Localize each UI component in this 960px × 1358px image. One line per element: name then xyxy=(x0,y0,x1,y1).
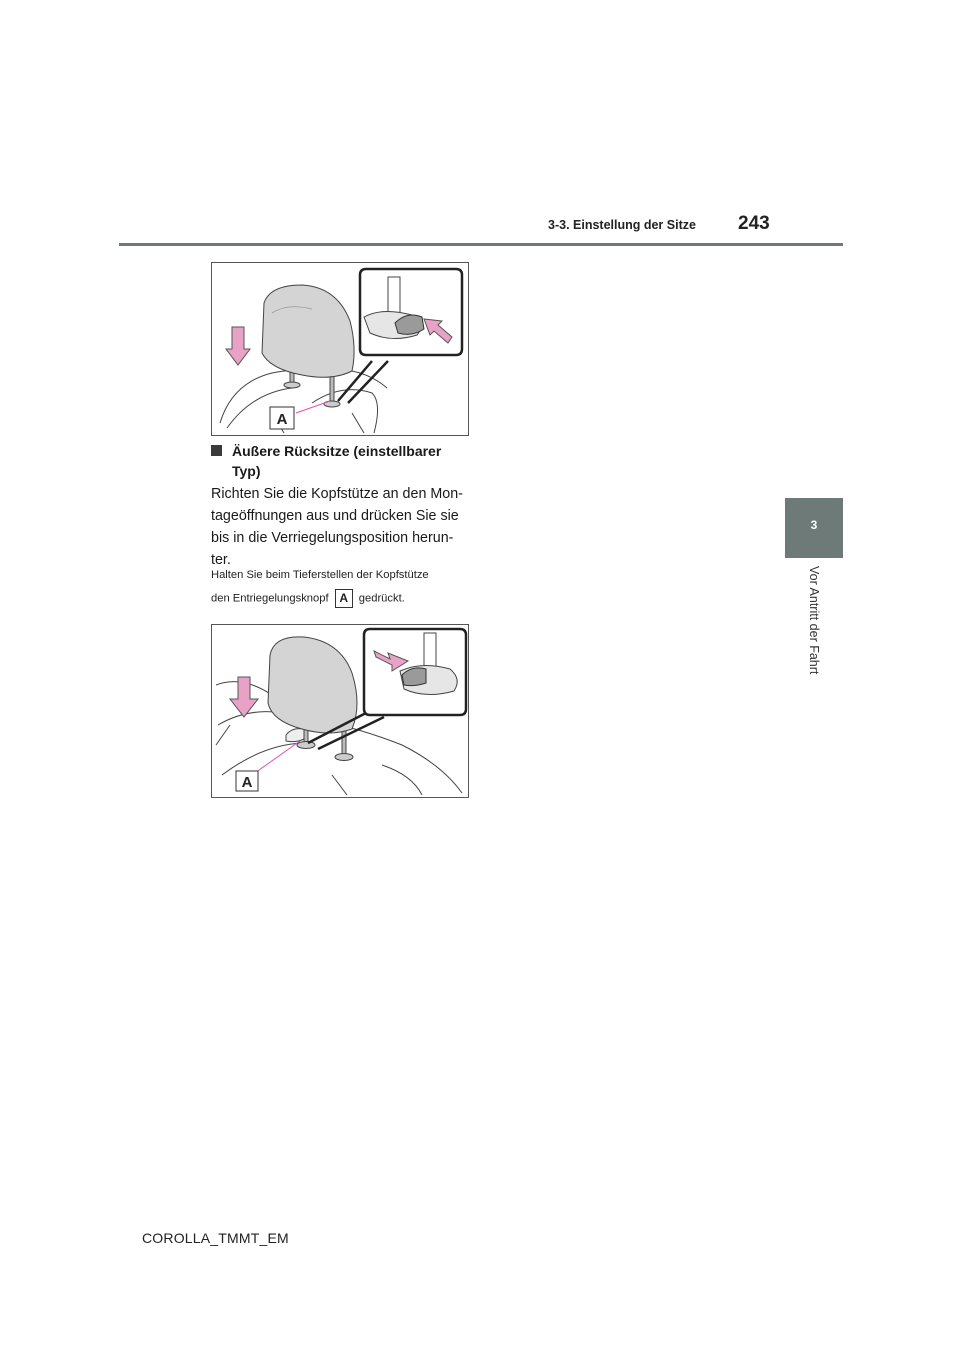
header-rule xyxy=(119,243,843,246)
headrest-rear-figure xyxy=(211,624,469,798)
note-line-1: Halten Sie beim Tieferstellen der Kopfstütze xyxy=(211,569,429,581)
chapter-side-label xyxy=(804,566,824,746)
section-heading-text: Äußere Rücksitze (einstellbarer Typ) xyxy=(232,443,442,479)
heading-bullet xyxy=(211,445,222,456)
chapter-side-tab xyxy=(785,498,843,558)
footer-document-code: COROLLA_TMMT_EM xyxy=(142,1230,289,1246)
figure-label-a: A xyxy=(241,774,253,791)
headrest-front-figure xyxy=(211,262,469,436)
section-heading xyxy=(211,441,471,481)
page-number: 243 xyxy=(738,213,770,234)
note-inline-label: A xyxy=(335,589,353,608)
section-body: Richten Sie die Kopfstütze an den Mon-tageöffnungen aus und drücken Sie sie bis in die Verriegelungsposition herun-ter. xyxy=(211,486,463,568)
chapter-title: Vor Antritt der Fahrt xyxy=(807,566,821,675)
page-header-title: 3-3. Einstellung der Sitze xyxy=(548,218,696,232)
figure-label-a: A xyxy=(276,411,288,428)
note-prefix: den Entriegelungsknopf xyxy=(211,592,329,605)
note-line-2 xyxy=(211,589,405,608)
chapter-number: 3 xyxy=(810,518,818,532)
note-suffix: gedrückt. xyxy=(358,592,405,605)
